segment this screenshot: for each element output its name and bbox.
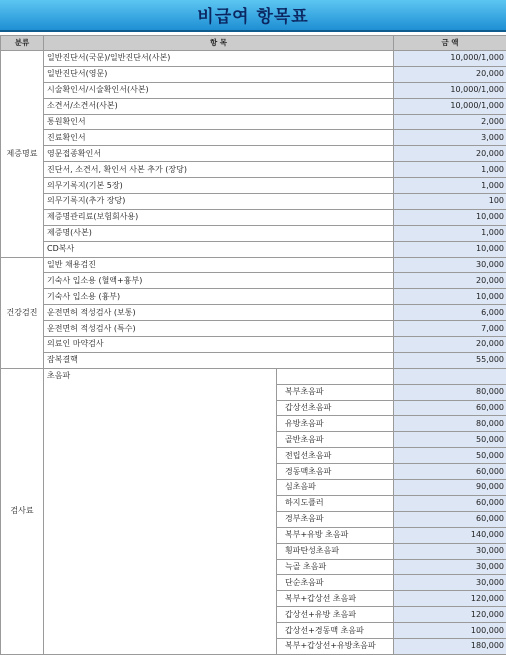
table-row xyxy=(1,337,506,353)
amount-cell: 20,000 xyxy=(394,146,506,162)
header-item: 항 목 xyxy=(44,36,394,51)
sub-item-cell: 복부+유방 초음파 xyxy=(277,527,394,543)
sub-item-cell: 갑상선초음파 xyxy=(277,400,394,416)
table-row xyxy=(1,352,506,368)
amount-cell: 30,000 xyxy=(394,575,506,591)
amount-cell: 10,000 xyxy=(394,289,506,305)
table-row xyxy=(1,273,506,289)
amount-cell: 20,000 xyxy=(394,273,506,289)
sub-item-cell: 늑골 초음파 xyxy=(277,559,394,575)
amount-cell: 30,000 xyxy=(394,543,506,559)
amount-cell: 80,000 xyxy=(394,416,506,432)
table-row xyxy=(1,257,506,273)
amount-cell: 30,000 xyxy=(394,257,506,273)
amount-cell: 60,000 xyxy=(394,400,506,416)
item-cell: 의무기록지(추가 장당) xyxy=(44,194,394,210)
sub-item-cell: 복부초음파 xyxy=(277,384,394,400)
amount-cell: 3,000 xyxy=(394,130,506,146)
item-cell: 진료확인서 xyxy=(44,130,394,146)
table-row xyxy=(1,289,506,305)
table-row xyxy=(1,194,506,210)
item-cell: 의무기록지(기본 5장) xyxy=(44,178,394,194)
header-amount: 금 액 xyxy=(394,36,506,51)
table-row xyxy=(1,305,506,321)
page-banner xyxy=(0,0,506,32)
sub-item-cell: 갑상선+경동맥 초음파 xyxy=(277,623,394,639)
item-cell: 영문접종확인서 xyxy=(44,146,394,162)
item-cell: 운전면허 적성검사 (보통) xyxy=(44,305,394,321)
table-row xyxy=(1,51,506,67)
table-row xyxy=(1,114,506,130)
table-row xyxy=(1,66,506,82)
item-cell: 시술확인서/시술확인서(사본) xyxy=(44,82,394,98)
table-row xyxy=(1,368,506,384)
amount-cell: 140,000 xyxy=(394,527,506,543)
amount-cell: 1,000 xyxy=(394,162,506,178)
item-cell: 통원확인서 xyxy=(44,114,394,130)
amount-cell: 100 xyxy=(394,194,506,210)
table-row xyxy=(1,209,506,225)
blank-cell xyxy=(277,368,394,384)
amount-cell: 90,000 xyxy=(394,480,506,496)
sub-item-cell: 유방초음파 xyxy=(277,416,394,432)
category-cell: 검사료 xyxy=(1,368,44,654)
amount-cell: 20,000 xyxy=(394,337,506,353)
sub-item-cell: 심초음파 xyxy=(277,480,394,496)
item-cell: 운전면허 적성검사 (특수) xyxy=(44,321,394,337)
amount-cell: 1,000 xyxy=(394,225,506,241)
amount-cell: 7,000 xyxy=(394,321,506,337)
item-cell: 기숙사 입소용 (혈액+흉부) xyxy=(44,273,394,289)
page-title: 비급여 항목표 xyxy=(0,2,506,27)
sub-item-cell: 경동맥초음파 xyxy=(277,464,394,480)
table-header-row xyxy=(1,36,506,51)
sub-item-cell: 경부초음파 xyxy=(277,511,394,527)
table-row xyxy=(1,241,506,257)
amount-cell: 1,000 xyxy=(394,178,506,194)
blank-amount-cell xyxy=(394,368,506,384)
item-cell: 의료인 마약검사 xyxy=(44,337,394,353)
table-row xyxy=(1,82,506,98)
amount-cell: 10,000 xyxy=(394,209,506,225)
sub-item-cell: 단순초음파 xyxy=(277,575,394,591)
sub-item-cell: 하지도플러 xyxy=(277,495,394,511)
amount-cell: 10,000/1,000 xyxy=(394,82,506,98)
table-row xyxy=(1,98,506,114)
sub-item-cell: 전립선초음파 xyxy=(277,448,394,464)
item-cell: 제증명관리료(보험회사용) xyxy=(44,209,394,225)
sub-item-cell: 골반초음파 xyxy=(277,432,394,448)
amount-cell: 60,000 xyxy=(394,495,506,511)
sub-item-cell: 횡파탄성초음파 xyxy=(277,543,394,559)
amount-cell: 2,000 xyxy=(394,114,506,130)
amount-cell: 120,000 xyxy=(394,607,506,623)
table-row xyxy=(1,146,506,162)
table-row xyxy=(1,130,506,146)
amount-cell: 50,000 xyxy=(394,448,506,464)
amount-cell: 120,000 xyxy=(394,591,506,607)
item-cell: 일반진단서(국문)/일반진단서(사본) xyxy=(44,51,394,67)
item-cell: 진단서, 소견서, 확인서 사본 추가 (장당) xyxy=(44,162,394,178)
item-cell: 소견서/소견서(사본) xyxy=(44,98,394,114)
item-cell: 잠복결핵 xyxy=(44,352,394,368)
price-table xyxy=(0,35,506,655)
table-row xyxy=(1,225,506,241)
category-cell: 건강검진 xyxy=(1,257,44,368)
item-cell: CD복사 xyxy=(44,241,394,257)
amount-cell: 10,000 xyxy=(394,241,506,257)
amount-cell: 30,000 xyxy=(394,559,506,575)
sub-item-cell: 복부+갑상선 초음파 xyxy=(277,591,394,607)
amount-cell: 60,000 xyxy=(394,464,506,480)
table-row xyxy=(1,162,506,178)
amount-cell: 80,000 xyxy=(394,384,506,400)
item-cell: 일반 채용검진 xyxy=(44,257,394,273)
amount-cell: 10,000/1,000 xyxy=(394,98,506,114)
header-category: 분류 xyxy=(1,36,44,51)
amount-cell: 55,000 xyxy=(394,352,506,368)
sub-item-cell: 복부+갑상선+유방초음파 xyxy=(277,638,394,654)
amount-cell: 180,000 xyxy=(394,638,506,654)
item-cell: 초음파 xyxy=(44,368,277,654)
sub-item-cell: 갑상선+유방 초음파 xyxy=(277,607,394,623)
item-cell: 일반진단서(영문) xyxy=(44,66,394,82)
item-cell: 제증명(사본) xyxy=(44,225,394,241)
amount-cell: 50,000 xyxy=(394,432,506,448)
table-row xyxy=(1,321,506,337)
amount-cell: 60,000 xyxy=(394,511,506,527)
table-row xyxy=(1,178,506,194)
amount-cell: 10,000/1,000 xyxy=(394,51,506,67)
category-cell: 제증명료 xyxy=(1,51,44,258)
item-cell: 기숙사 입소용 (흉부) xyxy=(44,289,394,305)
amount-cell: 6,000 xyxy=(394,305,506,321)
amount-cell: 100,000 xyxy=(394,623,506,639)
amount-cell: 20,000 xyxy=(394,66,506,82)
